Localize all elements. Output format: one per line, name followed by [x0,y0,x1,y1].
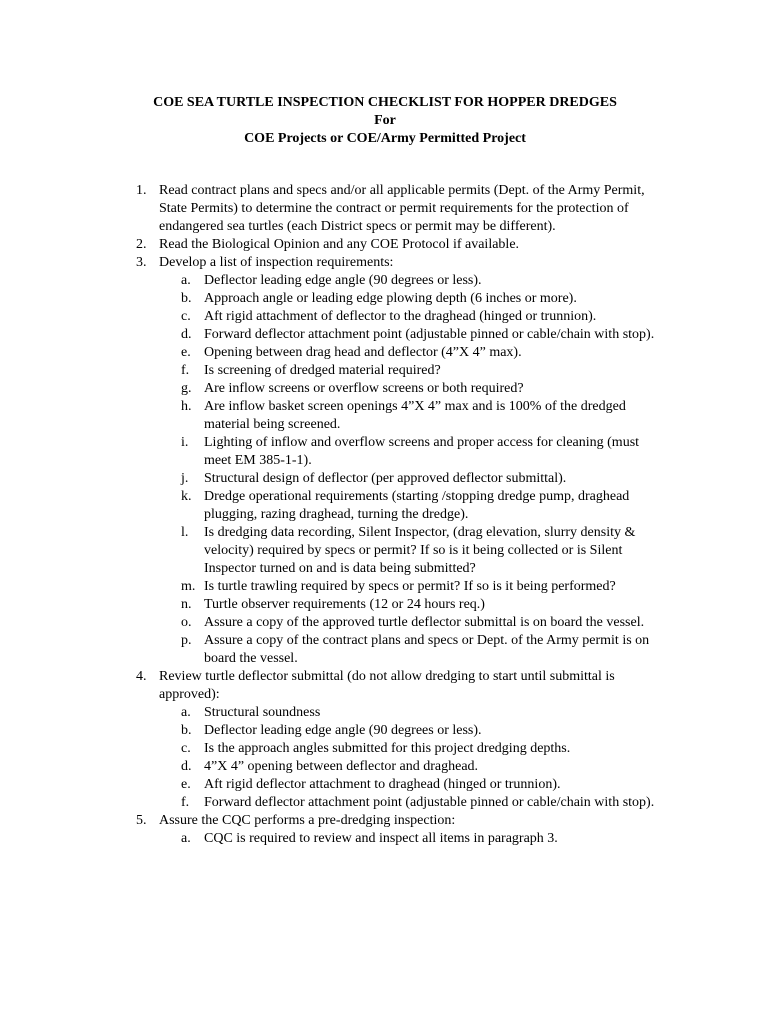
subitem-text: Is turtle trawling required by specs or permit? If so is it being performed? [204,579,616,594]
item-text: Read contract plans and specs and/or all applicable permits (Dept. of the Army Permit, State Permits) to determine the contract or permit requirements for the protection of endangered sea turtles (each District specs or permit may be different). [159,183,645,234]
item-number: 1. [136,183,147,198]
subitem-4e [0,776,770,794]
subitem-text: Lighting of inflow and overflow screens and proper access for cleaning (must meet EM 385-1-1). [204,435,640,468]
subitem-3o [0,614,770,632]
subitem-letter: h. [181,399,192,414]
subitem-text: CQC is required to review and inspect all items in paragraph 3. [204,831,558,846]
subitem-letter: b. [181,723,192,738]
subitem-3k [0,488,770,524]
subitem-letter: g. [181,381,192,396]
subitem-text: Structural design of deflector (per approved deflector submittal). [204,471,567,486]
checklist-item-4 [0,668,770,704]
item-text: Develop a list of inspection requirements: [159,255,394,270]
title-line-1: COE SEA TURTLE INSPECTION CHECKLIST FOR HOPPER DREDGES [153,95,617,110]
subitem-3a [0,272,770,290]
subitem-3b [0,290,770,308]
subitem-text: Aft rigid attachment of deflector to the draghead (hinged or trunnion). [204,309,597,324]
subitem-3f [0,362,770,380]
subitem-text: Deflector leading edge angle (90 degrees or less). [204,723,482,738]
checklist-item-2 [0,236,770,254]
subitem-text: Approach angle or leading edge plowing depth (6 inches or more). [204,291,577,306]
subitem-letter: a. [181,273,191,288]
checklist-item-5 [0,812,770,830]
subitem-3g [0,380,770,398]
subitem-text: Assure a copy of the approved turtle deflector submittal is on board the vessel. [204,615,645,630]
subitem-text: Forward deflector attachment point (adjustable pinned or cable/chain with stop). [204,327,655,342]
subitem-letter: c. [181,309,191,324]
document-title [0,94,770,148]
title-line-2: For [374,113,396,128]
subitem-letter: e. [181,777,191,792]
subitem-text: Deflector leading edge angle (90 degrees or less). [204,273,482,288]
subitem-letter: p. [181,633,192,648]
subitem-letter: b. [181,291,192,306]
subitem-text: Is dredging data recording, Silent Inspector, (drag elevation, slurry density & velocity) required by specs or permit? If so is it being collected or is Silent Inspector turned on and is data being submitted? [204,525,636,576]
subitem-letter: c. [181,741,191,756]
item-number: 2. [136,237,147,252]
subitem-text: Is screening of dredged material required? [204,363,441,378]
subitem-letter: d. [181,759,192,774]
subitem-3d [0,326,770,344]
subitem-text: 4”X 4” opening between deflector and draghead. [204,759,479,774]
subitem-4f [0,794,770,812]
subitem-text: Is the approach angles submitted for this project dredging depths. [204,741,571,756]
subitem-letter: a. [181,831,191,846]
subitem-4d [0,758,770,776]
subitem-letter: j. [181,471,189,486]
checklist [0,182,770,848]
subitem-letter: d. [181,327,192,342]
subitem-3h [0,398,770,434]
item-text: Read the Biological Opinion and any COE Protocol if available. [159,237,520,252]
subitem-3i [0,434,770,470]
subitem-3p [0,632,770,668]
subitem-letter: k. [181,489,192,504]
subitem-letter: n. [181,597,192,612]
subitem-4b [0,722,770,740]
subitem-letter: m. [181,579,196,594]
subitem-3n [0,596,770,614]
subitem-text: Are inflow basket screen openings 4”X 4” max and is 100% of the dredged material being screened. [204,399,626,432]
subitem-letter: a. [181,705,191,720]
subitem-text: Structural soundness [204,705,321,720]
checklist-item-3 [0,254,770,272]
subitem-4a [0,704,770,722]
subitem-letter: e. [181,345,191,360]
title-line-3: COE Projects or COE/Army Permitted Project [244,131,526,146]
item-text: Review turtle deflector submittal (do not allow dredging to start until submittal is approved): [159,669,615,702]
subitem-text: Are inflow screens or overflow screens or both required? [204,381,524,396]
subitem-text: Turtle observer requirements (12 or 24 hours req.) [204,597,485,612]
subitem-text: Opening between drag head and deflector (4”X 4” max). [204,345,522,360]
checklist-item-1 [0,182,770,236]
subitem-text: Dredge operational requirements (starting /stopping dredge pump, draghead plugging, razing draghead, turning the dredge). [204,489,630,522]
item-text: Assure the CQC performs a pre-dredging inspection: [159,813,456,828]
item-number: 5. [136,813,147,828]
subitem-4c [0,740,770,758]
item-number: 4. [136,669,147,684]
item-number: 3. [136,255,147,270]
subitem-3m [0,578,770,596]
subitem-letter: l. [181,525,189,540]
subitem-text: Forward deflector attachment point (adjustable pinned or cable/chain with stop). [204,795,655,810]
subitem-5a [0,830,770,848]
subitem-3e [0,344,770,362]
subitem-letter: o. [181,615,192,630]
subitem-3j [0,470,770,488]
subitem-letter: f. [181,363,190,378]
subitem-letter: f. [181,795,190,810]
subitem-text: Aft rigid deflector attachment to draghead (hinged or trunnion). [204,777,561,792]
subitem-3c [0,308,770,326]
subitem-letter: i. [181,435,189,450]
subitem-3l [0,524,770,578]
subitem-text: Assure a copy of the contract plans and specs or Dept. of the Army permit is on board the vessel. [204,633,650,666]
